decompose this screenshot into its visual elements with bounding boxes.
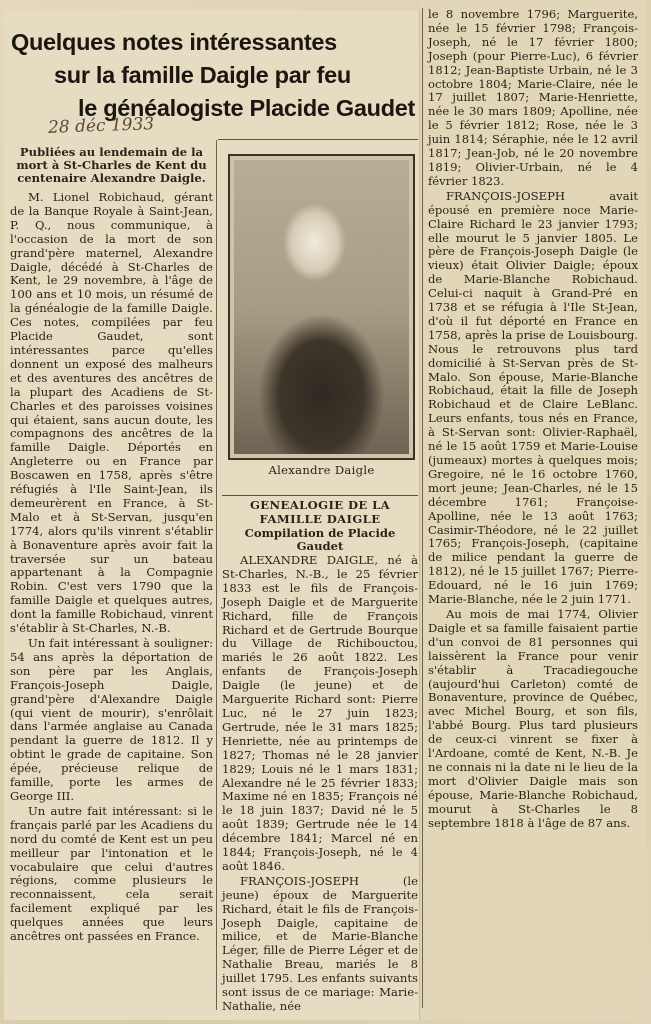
handwritten-date: 28 déc 1933 [47,114,155,138]
article-paragraph: Au mois de mai 1774, Olivier Daigle et sa famille faisaient partie d'un convoi de 81 personnes qui laissèrent la France pour venir s'établir à Tracadiegouche (aujourd'hui Carleton) comté de Bonaventure, province de Québec, avec Michel Bourg, et son fils, l'abbé Bourg. Plus tard plusieurs de ceux-ci vinrent se fixer à l'Ardoane, comté de Kent, N.-B. Je ne connais ni la date ni le lieu de la mort d'Olivier Daigle mais son épouse, Marie-Blanche Robichaud, mourut à St-Charles le 8 septembre 1818 à l'âge de 87 ans. [428,606,638,830]
article-paragraph: le 8 novembre 1796; Marguerite, née le 15 février 1798; François-Joseph, né le 17 février 1800; Joseph (pour Pierre-Luc), 6 février 1812; Jean-Baptiste Urbain, né le 3 octobre 1804; Marie-Claire, née le 17 juillet 1807; Marie-Henriette, née le 30 mars 1809; Apolline, née le 5 février 1812; Rose, née le 3 juin 1814; Séraphie, née le 12 avril 1817; Jean-Job, né le 20 novembre 1819; Olivier-Urbain, né le 4 février 1823. [428,7,638,188]
portrait-photo [228,154,415,460]
article-column-3 [428,8,638,830]
article-column-2 [222,499,418,1014]
column-divider [216,140,217,1010]
genealogy-title: FAMILLE DAIGLE [259,512,381,526]
article-column-1 [10,146,213,944]
column-divider [422,8,423,1008]
genealogy-title: GENEALOGIE DE LA [249,498,391,512]
headline-line-2: sur la famille Daigle par feu [54,62,351,88]
article-paragraph: M. Lionel Robichaud, gérant de la Banque Royale à Saint-Jean, P. Q., nous communique, à l'occasion de la mort de son grand'père maternel, Alexandre Daigle, décédé à St-Charles de Kent, le 29 novembre, à l'âge de 100 ans et 10 mois, un résumé de la généalogie de la famille Daigle. Ces notes, compilées par feu Placide Gaudet, sont intéressantes parce qu'elles donnent un exposé des malheurs et des aventures des ancêtres de la plupart des Acadiens de St-Charles et des paroisses voisines qui étaient, sans aucun doute, les compagnons des ancêtres de la famille Daigle. Déportés en Angleterre ou en France par Boscawen en 1758, après s'être réfugiés à l'Ile Saint-Jean, ils demeurèrent en France, à St-Malo et à St-Servan, jusqu'en 1774, alors qu'ils vinrent s'établir à Bonaventure après avoir fait la traversée sur un bateau appartenant à la Compagnie Robin. C'est vers 1790 que la famille Daigle et quelques autres, dont la famille Robichaud, vinrent s'établir à St-Charles, N.-B. [10,190,213,636]
article-paragraph: FRANÇOIS-JOSEPH avait épousé en première noce Marie-Claire Richard le 23 janvier 1793; elle mourut le 5 janvier 1805. Le père de François-Joseph Daigle (le vieux) était Olivier Daigle; époux de Marie-Blanche Robichaud. Celui-ci naquit à Grand-Pré en 1738 et se réfugia à l'Ile St-Jean, d'où il fut déporté en France en 1758, après la prise de Louisbourg. Nous le retrouvons plus tard domicilié à St-Servan près de St-Malo. Son épouse, Marie-Blanche Robichaud, était la fille de Joseph Robichaud et de Claire LeBlanc. Leurs enfants, tous nés en France, à St-Servan sont: Olivier-Raphaël, né le 15 août 1759 et Marie-Louise (jumeaux) mortes à quelques mois; Gregoire, né le 16 octobre 1760, mort jeune; Jean-Charles, né le 15 décembre 1761; Françoise-Apolline, née le 13 août 1763; Casimir-Théodore, né le 22 juillet 1765; François-Joseph, (capitaine de milice pendant la guerre de 1812), né le 15 juillet 1767; Pierre-Edouard, né le 16 juin 1769; Marie-Blanche, née le 2 juin 1771. [428,188,638,607]
divider-rule [222,495,418,496]
article-paragraph: Un fait intéressant à souligner: 54 ans après la déportation de son père par les Anglais, François-Joseph Daigle, grand'père d'Alexandre Daigle (qui vient de mourir), s'enrôlait dans l'armée anglaise au Canada pendant la guerre de 1812. Il y obtint le grade de capitaine. Son épée, précieuse relique de famille, porte les armes de George III. [10,636,213,803]
headline-line-3: le généalogiste Placide Gaudet [78,95,416,121]
article-paragraph: ALEXANDRE DAIGLE, né à St-Charles, N.-B., le 25 février 1833 est le fils de François-Joseph Daigle et de Marguerite Richard, fille de François Richard et de Gertrude Bourque du Village de Richibouctou, mariés le 26 août 1822. Les enfants de François-Joseph Daigle (le jeune) et de Marguerite Richard sont: Pierre Luc, né le 27 juin 1823; Gertrude, née le 31 mars 1825; Henriette, née au printemps de 1827; Thomas né le 28 janvier 1829; Louis né le 1 mars 1831; Alexandre né le 25 février 1833; Maxime né en 1835; François né le 18 juin 1837; David né le 5 août 1839; Gertrude née le 14 décembre 1841; Marcel né en 1844; François-Joseph, né le 4 août 1846. [222,553,418,873]
portrait-image [234,160,409,454]
photo-caption: Alexandre Daigle [268,463,375,477]
divider-rule [218,139,418,140]
article-paragraph: Un autre fait intéressant: si le français parlé par les Acadiens du nord du comté de Kent est un peu meilleur par l'intonation et le vocabulaire que celui d'autres régions, comme plusieurs le reconnaissent, cela serait facilement expliqué par les quelques années que leurs ancêtres ont passées en France. [10,803,213,944]
article-paragraph: FRANÇOIS-JOSEPH (le jeune) époux de Marguerite Richard, était le fils de François-Joseph Daigle, capitaine de milice, et de Marie-Blanche Léger, fille de Pierre Léger et de Nathalie Breau, mariés le 8 juillet 1795. Les enfants suivants sont issus de ce mariage: Marie-Nathalie, née [222,873,418,1013]
headline [8,26,418,125]
headline-line-1: Quelques notes intéressantes [11,29,337,55]
article-subhead: Publiées au lendemain de la mort à St-Charles de Kent du centenaire Alexandre Daigle. [16,145,207,185]
genealogy-subtitle: Compilation de Placide Gaudet [244,526,396,553]
